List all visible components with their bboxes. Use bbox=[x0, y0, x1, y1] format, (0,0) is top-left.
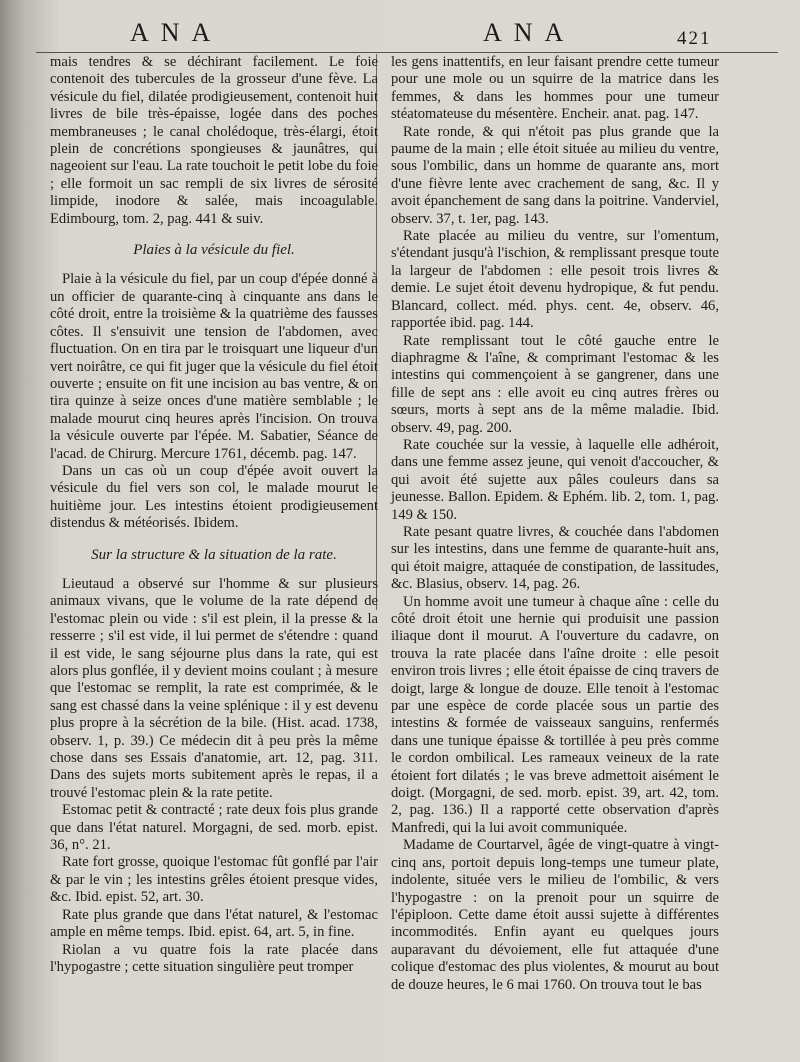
paragraph: Rate couchée sur la vessie, à laquelle elle adhéroit, dans une femme assez jeune, qui venoit d'accoucher, & qui avoit été sujette aux pâles couleurs dans sa jeunesse. Ballon. Epidem. & Ephém. lib. 2, tom. 1, pag. 149 & 150. bbox=[391, 436, 719, 523]
paragraph: Rate placée au milieu du ventre, sur l'omentum, s'étendant jusqu'à l'ischion, & remplissant presque toute la largeur de l'abdomen : elle pesoit trois livres & demie. Le sujet étoit devenu hydropique, & fut pendu. Blancard, collect. méd. phys. cent. 4e, observ. 46, rapportée ibid. pag. 144. bbox=[391, 228, 719, 332]
paragraph: Estomac petit & contracté ; rate deux fois plus grande que dans l'état naturel. Morgagni, de sed. morb. epist. 36, n°. 21. bbox=[50, 802, 378, 854]
paragraph: Rate remplissant tout le côté gauche entre le diaphragme & l'aîne, & comprimant l'estomac & les intestins qui commençoient à se gangrener, dans une fille de sept ans : elle avoit eu cinq autres frères ou sœurs, morts à sept ans de la même maladie. Ibid. observ. 49, pag. 200. bbox=[391, 332, 719, 436]
paragraph: Dans un cas où un coup d'épée avoit ouvert la vésicule du fiel vers son col, le malade mourut le huitième jour. Les intestins étoient prodigieusement distendus & météorisés. Ibidem. bbox=[50, 462, 378, 532]
paragraph: Un homme avoit une tumeur à chaque aîne : celle du côté droit étoit une hernie qui produisit une passion iliaque dont il mourut. A l'ouverture du cadavre, on trouva la rate placée dans l'aîne droite : elle pesoit environ trois livres ; elle étoit épaisse de cinq travers de doigt, large & longue de douze. Elle tenoit à l'estomac par une espèce de corde placée sous un partie des intestins & formée de vaisseaux sanguins, renfermés dans une tunique épaisse & tortillée à peu près comme le cordon ombilical. Les rameaux veineux de la rate étoient fort dilatés ; le vas breve admettoit aisément le doigt. (Morgagni, de sed. morb. epist. 39, art. 42, tom. 2, pag. 136.) Il a rapporté cette observation d'après Manfredi, qui la lui avoit communiquée. bbox=[391, 593, 719, 836]
paragraph: Lieutaud a observé sur l'homme & sur plusieurs animaux vivans, que le volume de la rate dépend de l'estomac plein ou vide : s'il est plein, il la presse & la resserre ; s'il est vide, il lui permet de s'étendre : quand il est vide, le sang séjourne plus dans la rate, qui est alors plus gonflée, il y devient moins coulant ; à mesure que l'estomac se remplit, la rate est comprimée, & le sang est chassé dans la veine splénique : il y est devenu plus propre à la sécrétion de la bile. (Hist. acad. 1738, observ. 1, p. 39.) Ce médecin dit à peu près la même chose dans ses Essais d'anatomie, art. 12, pag. 311. Dans des sujets morts subitement après le repas, il a trouvé l'estomac plein & la rate petite. bbox=[50, 575, 378, 801]
header-rule bbox=[36, 52, 778, 53]
paragraph: Rate ronde, & qui n'étoit pas plus grande que la paume de la main ; elle étoit située au milieu du ventre, sous l'ombilic, dans un homme de quarante ans, mort d'une fièvre lente avec crachement de sang, &c. Il y avoit épanchement de sang dans la poitrine. Vanderviel, observ. 37, t. 1er, pag. 143. bbox=[391, 123, 719, 227]
section-heading: Sur la structure & la situation de la rate. bbox=[91, 546, 337, 563]
paragraph: mais tendres & se déchirant facilement. Le foie contenoit des tubercules de la grosseur d'une fève. La vésicule du fiel, dilatée prodigieusement, contenoit huit livres de bile très-épaisse, logée dans des poches membraneuses ; le canal cholédoque, très-élargi, étoit plein de concrétions spongieuses & jaunâtres, qui nageoient sur l'eau. La rate touchoit le petit lobe du foie ; elle formoit un sac rempli de six livres de sérosité limpide, inodore & salée, mais incoagulable. Edimbourg, tom. 2, pag. 441 & suiv. bbox=[50, 54, 378, 227]
running-head-right: ANA bbox=[483, 18, 576, 47]
paragraph: Rate fort grosse, quoique l'estomac fût gonflé par l'air & par le vin ; les intestins grêles étoient presque vides, &c. Ibid. epist. 52, art. 30. bbox=[50, 854, 378, 906]
page-number: 421 bbox=[677, 28, 712, 49]
paragraph: Madame de Courtarvel, âgée de vingt-quatre à vingt-cinq ans, portoit depuis long-temps une tumeur plate, indolente, située vers le milieu de l'ombilic, & vers l'hypogastre : on la prenoit pour un squirre de l'épiploon. Cette dame étoit aussi sujette à différentes incommodités. Enfin ayant eu quelques jours auparavant du dévoiement, elle fut attaquée d'une colique d'estomac des plus violentes, & mourut au bout de douze heures, le 6 mai 1760. On trouva tout le bas bbox=[391, 837, 719, 993]
right-column bbox=[391, 54, 719, 994]
section-heading: Plaies à la vésicule du fiel. bbox=[133, 242, 295, 259]
paragraph: Plaie à la vésicule du fiel, par un coup d'épée donné à un officier de quarante-cinq à cinquante ans dans le côté droit, entre la troisième & la quatrième des fausses côtes. Il s'ensuivit une tension de l'abdomen, avec fluctuation. On en tira par le troisquart une liqueur d'un vert noirâtre, ce qui fit juger que la vésicule du fiel étoit ouverte ; ensuite on fit une incision au bas ventre, & on tira quinze à seize onces d'une matière semblable ; le malade mourut cinq heures après l'incision. On trouva la vésicule ouverte par l'épée. M. Sabatier, Séance de l'acad. de Chirurg. Mercure 1761, décemb. pag. 147. bbox=[50, 271, 378, 462]
paragraph: les gens inattentifs, en leur faisant prendre cette tumeur pour une mole ou un squirre de la matrice dans les femmes, & dans les hommes pour une tumeur stéatomateuse du mésentère. Encheir. anat. pag. 147. bbox=[391, 54, 719, 123]
paragraph: Rate pesant quatre livres, & couchée dans l'abdomen sur les intestins, dans une femme de quarante-huit ans, qui étoit maigre, attaquée de constipation, de lassitudes, &c. Blasius, observ. 14, pag. 26. bbox=[391, 523, 719, 593]
paragraph: Rate plus grande que dans l'état naturel, & l'estomac ample en même temps. Ibid. epist. 64, art. 5, in fine. bbox=[50, 906, 378, 941]
paragraph: Riolan a vu quatre fois la rate placée dans l'hypogastre ; cette situation singulière peut tromper bbox=[50, 941, 378, 975]
running-head-left: ANA bbox=[130, 18, 223, 47]
left-column bbox=[50, 54, 378, 976]
